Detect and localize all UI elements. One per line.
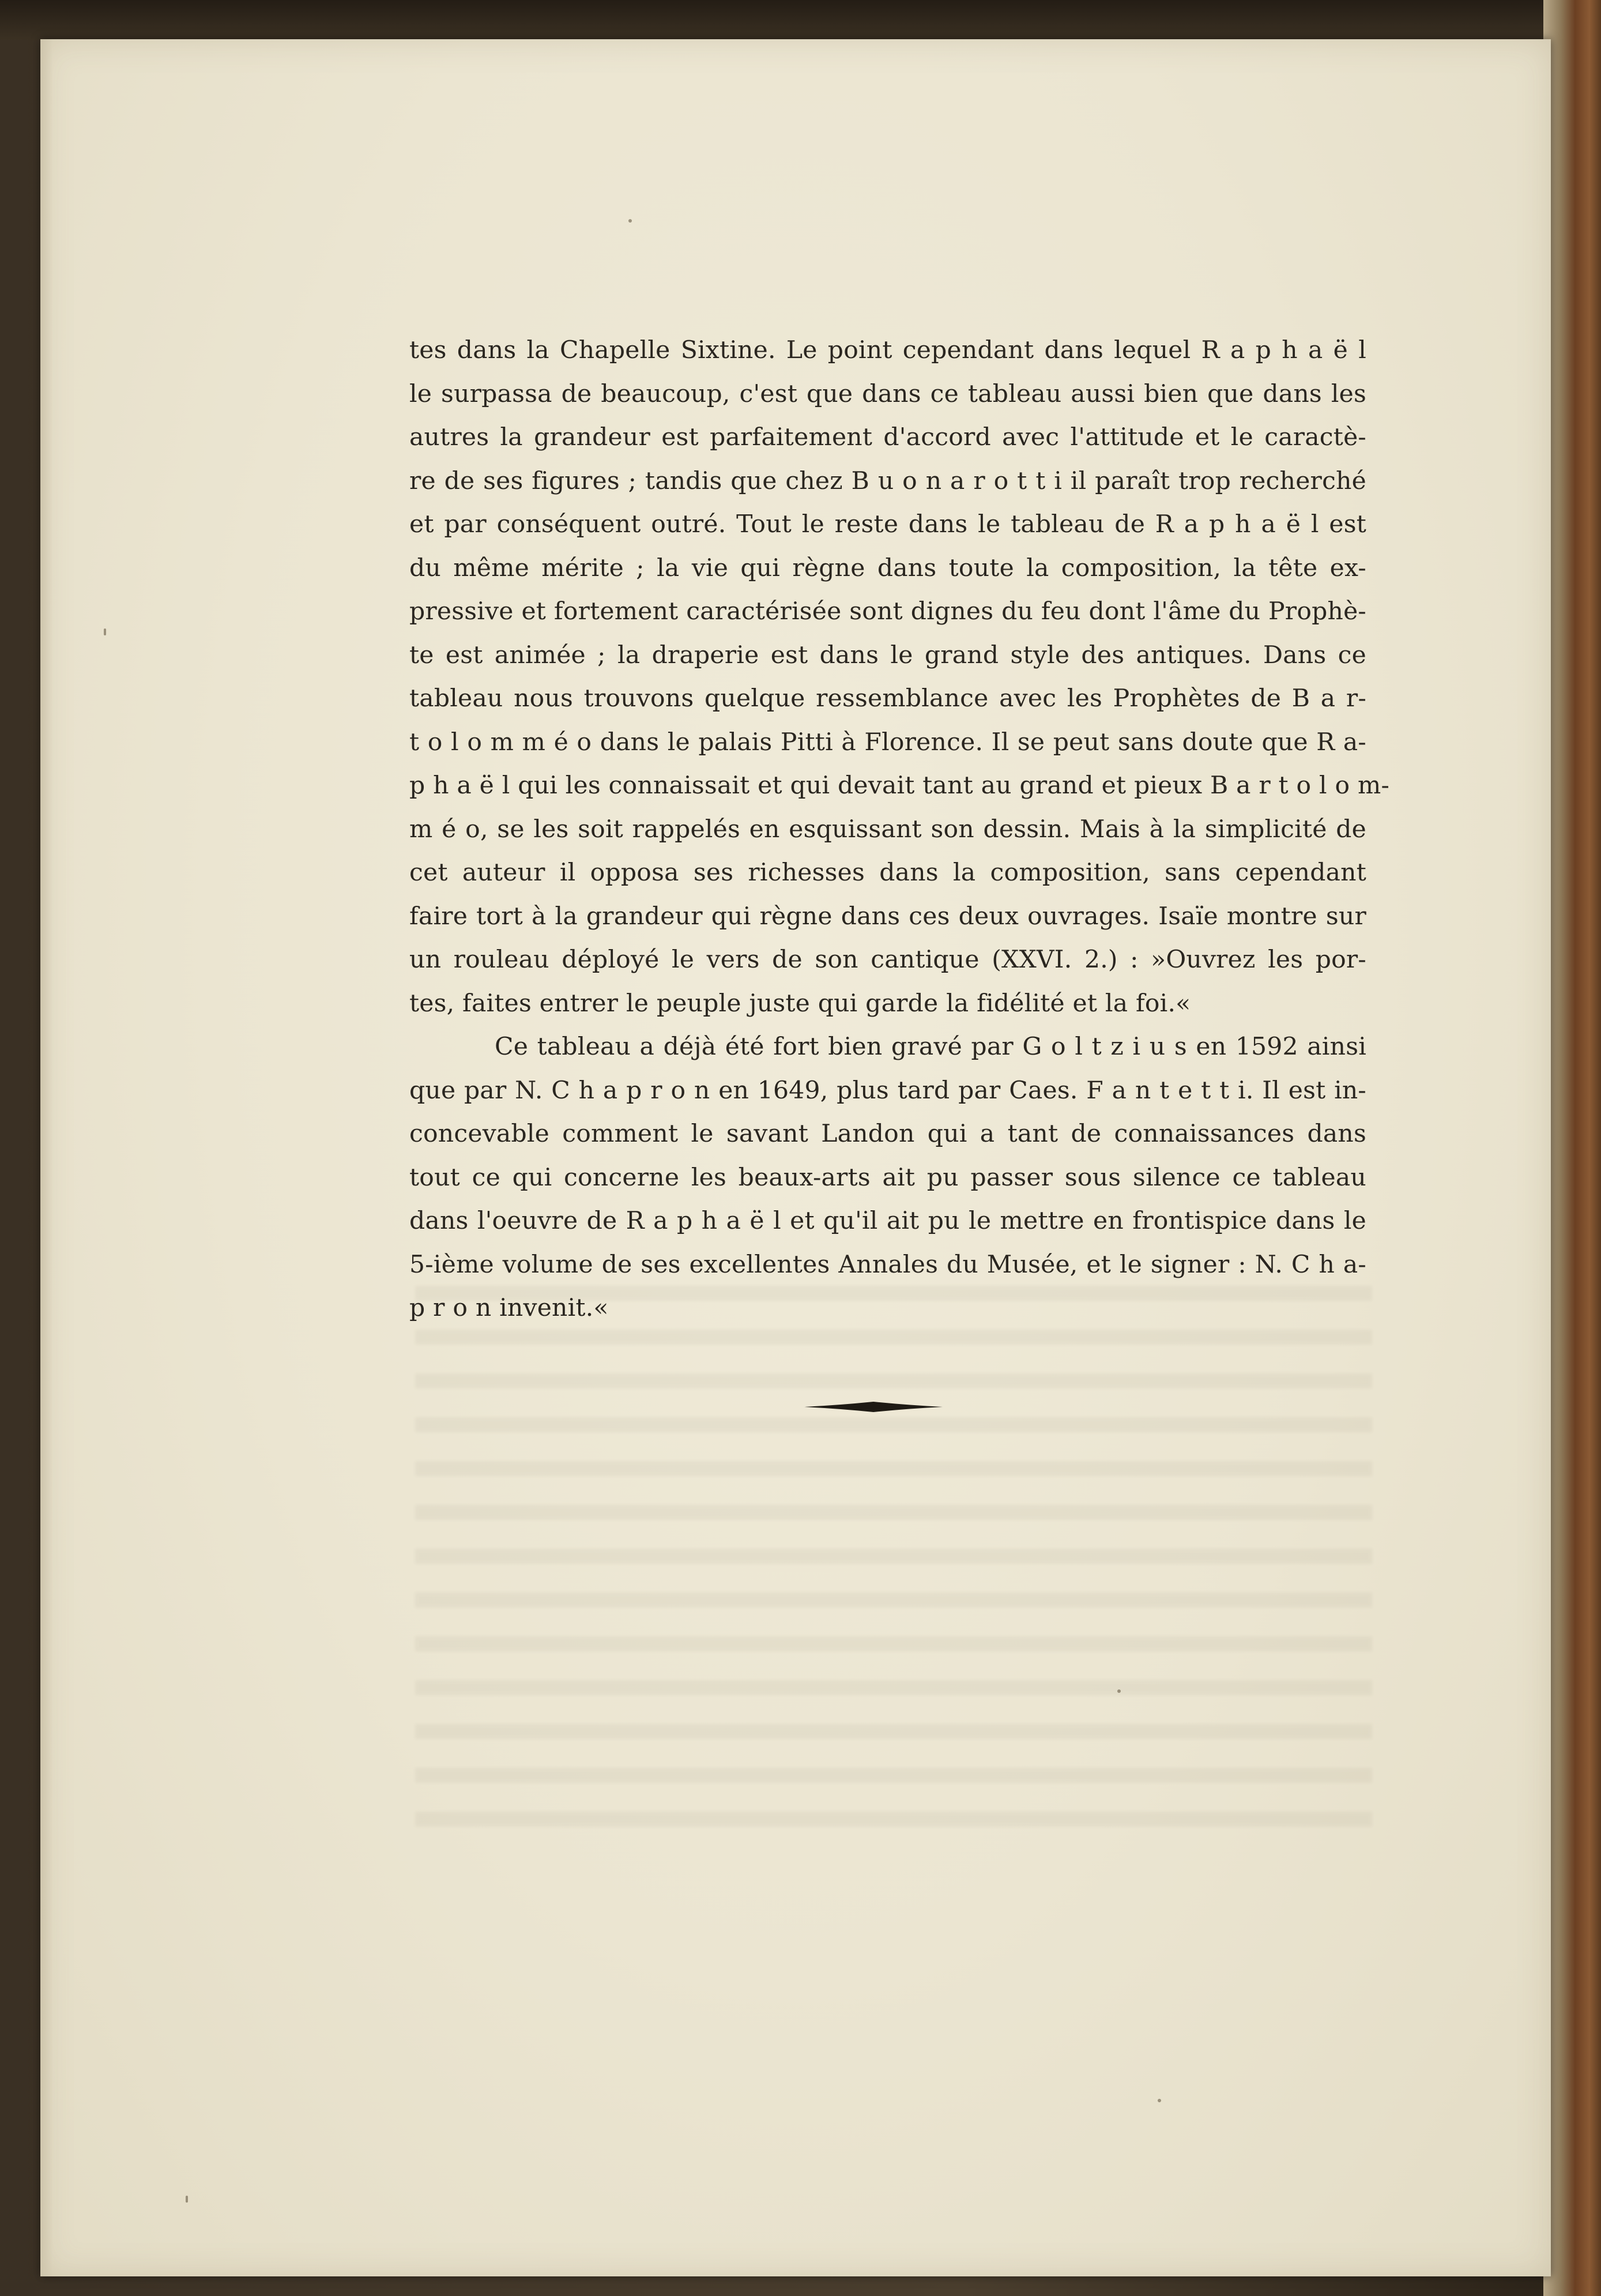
text-line: tes dans la Chapelle Sixtine. Le point cependant dans lequel R a p h a ë l <box>409 336 1366 364</box>
paper-speck <box>1158 2099 1161 2102</box>
paper-speck <box>1117 1689 1121 1693</box>
text-line: tableau nous trouvons quelque ressemblance avec les Prophètes de B a r- <box>409 684 1366 713</box>
text-line: 5-ième volume de ses excellentes Annales du Musée, et le signer : N. C h a- <box>409 1250 1366 1279</box>
show-through-text <box>415 1286 1372 1834</box>
page-edge-shadow <box>40 39 53 2276</box>
scan-background-top <box>0 0 1601 40</box>
text-line: re de ses figures ; tandis que chez B u o n a r o t t i il paraît trop recherché <box>409 466 1366 495</box>
text-line: cet auteur il opposa ses richesses dans la composition, sans cependant <box>409 859 1366 887</box>
text-line: faire tort à la grandeur qui règne dans ces deux ouvrages. Isaïe montre sur <box>409 902 1366 931</box>
ornament-rule <box>804 1400 943 1414</box>
text-line: concevable comment le savant Landon qui a tant de connaissances dans <box>409 1120 1366 1148</box>
body-text <box>409 329 1390 1330</box>
text-line: du même mérite ; la vie qui règne dans toute la composition, la tête ex- <box>409 554 1366 582</box>
paper-speck <box>186 2196 188 2203</box>
text-line: te est animée ; la draperie est dans le grand style des antiques. Dans ce <box>409 641 1366 669</box>
paper-speck <box>628 219 632 223</box>
paragraph-end-line: tes, faites entrer le peuple juste qui garde la fidélité et la foi.« <box>409 989 1191 1018</box>
text-line: dans l'oeuvre de R a p h a ë l et qu'il ait pu le mettre en frontispice dans le <box>409 1207 1366 1235</box>
text-line: le surpassa de beaucoup, c'est que dans ce tableau aussi bien que dans les <box>409 379 1366 408</box>
paragraph-end-line: p r o n invenit.« <box>409 1294 609 1322</box>
text-line: et par conséquent outré. Tout le reste dans le tableau de R a p h a ë l est <box>409 510 1366 539</box>
text-line: tout ce qui concerne les beaux-arts ait pu passer sous silence ce tableau <box>409 1163 1366 1192</box>
paragraph-start-line: Ce tableau a déjà été fort bien gravé par G o l t z i u s en 1592 ainsi <box>495 1033 1366 1061</box>
text-line: un rouleau déployé le vers de son cantique (XXVI. 2.) : »Ouvrez les por- <box>409 946 1366 974</box>
text-line: m é o, se les soit rappelés en esquissant son dessin. Mais à la simplicité de <box>409 815 1366 844</box>
text-line: autres la grandeur est parfaitement d'accord avec l'attitude et le caractè- <box>409 423 1366 451</box>
text-line: pressive et fortement caractérisée sont dignes du feu dont l'âme du Prophè- <box>409 597 1366 626</box>
text-line: p h a ë l qui les connaissait et qui devait tant au grand et pieux B a r t o l o m- <box>409 771 1390 800</box>
paper-speck <box>104 628 106 635</box>
binding-edge <box>1543 0 1601 2296</box>
text-line: t o l o m m é o dans le palais Pitti à Florence. Il se peut sans doute que R a- <box>409 728 1366 756</box>
text-line: que par N. C h a p r o n en 1649, plus tard par Caes. F a n t e t t i. Il est in- <box>409 1076 1366 1105</box>
